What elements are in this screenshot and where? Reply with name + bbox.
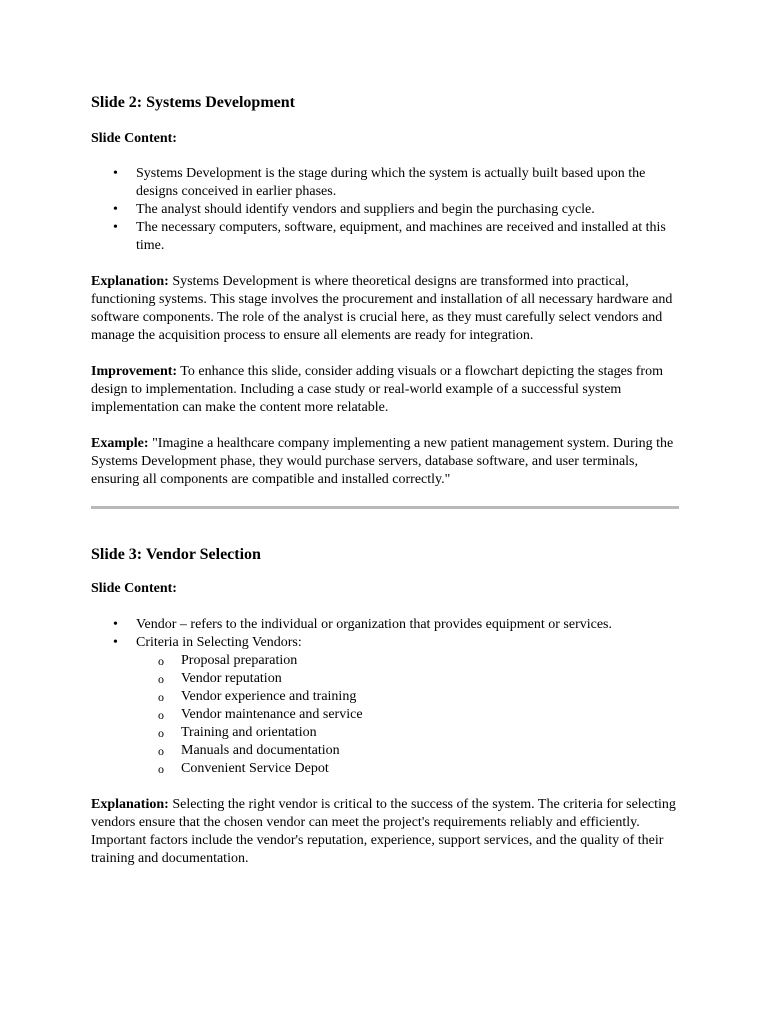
explanation-text: Selecting the right vendor is critical to the success of the system. The criteria for selecting vendors ensure that the chosen vendor can meet the project's requirements reliably and efficiently. Important factors include the vendor's reputation, experience, support services, and the quality of their training and documentation. [91, 797, 676, 866]
explanation-label: Explanation: [91, 274, 169, 289]
criteria-item: o Proposal preparation [91, 652, 681, 670]
example-label: Example: [91, 436, 149, 451]
criteria-item: o Convenient Service Depot [91, 760, 681, 778]
criteria-list [91, 652, 681, 778]
slide-3-explanation [91, 796, 681, 868]
slide-3-title: Slide 3: Vendor Selection [91, 546, 261, 563]
slide-2-bullet-list [91, 165, 681, 255]
slide-3-bullet-list [91, 616, 681, 652]
slide-2-example [91, 435, 681, 489]
slide-3-bullet [91, 634, 681, 652]
slide-3-content-label: Slide Content: [91, 581, 177, 596]
improvement-label: Improvement: [91, 364, 178, 379]
slide-3-bullet: • Vendor – refers to the individual or organization that provides equipment or services. [91, 616, 681, 634]
improvement-text: To enhance this slide, consider adding visuals or a flowchart depicting the stages from design to implementation. Including a case study or real-world example of a successful system implementation can make the content more relatable. [91, 364, 663, 415]
criteria-item: o Manuals and documentation [91, 742, 681, 760]
criteria-item: o Vendor maintenance and service [91, 706, 681, 724]
criteria-item: o Vendor reputation [91, 670, 681, 688]
criteria-item: o Vendor experience and training [91, 688, 681, 706]
slide-2-explanation [91, 273, 681, 345]
slide-2-bullet: • The necessary computers, software, equipment, and machines are received and installed at this time. [91, 219, 681, 255]
slide-2-bullet: • The analyst should identify vendors and suppliers and begin the purchasing cycle. [91, 201, 681, 219]
slide-2-improvement [91, 363, 681, 417]
explanation-label: Explanation: [91, 797, 169, 812]
slide-2-content-label: Slide Content: [91, 131, 177, 146]
example-text: "Imagine a healthcare company implementing a new patient management system. During the Systems Development phase, they would purchase servers, database software, and user terminals, ensuring all components are compatible and installed correctly." [91, 436, 674, 487]
criteria-heading: Criteria in Selecting Vendors: [136, 635, 302, 650]
explanation-text: Systems Development is where theoretical designs are transformed into practical, functioning systems. This stage involves the procurement and installation of all necessary hardware and software components. The role of the analyst is crucial here, as they must carefully select vendors and manage the acquisition process to ensure all elements are ready for integration. [91, 274, 673, 343]
criteria-item: o Training and orientation [91, 724, 681, 742]
slide-2-title: Slide 2: Systems Development [91, 94, 295, 111]
document-page [91, 92, 681, 868]
slide-2-bullet: • Systems Development is the stage during which the system is actually built based upon the designs conceived in earlier phases. [91, 165, 681, 201]
